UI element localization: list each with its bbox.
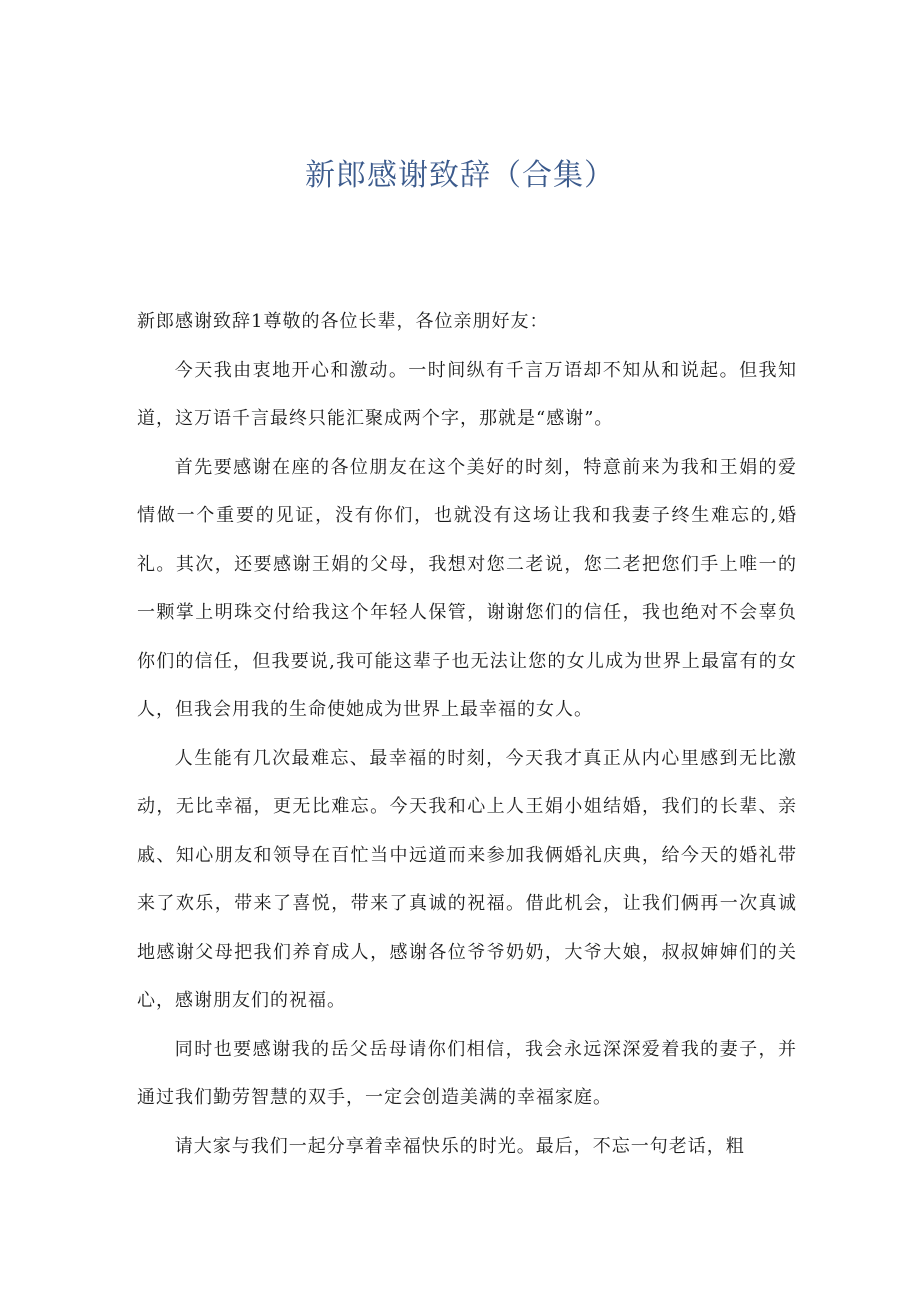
paragraph-1: 今天我由衷地开心和激动。一时间纵有千言万语却不知从和说起。但我知道，这万语千言最终只能汇聚成两个字，那就是“感谢”。 <box>137 359 797 429</box>
paragraph-4: 同时也要感谢我的岳父岳母请你们相信，我会永远深深爱着我的妻子，并通过我们勤劳智慧的双手，一定会创造美满的幸福家庭。 <box>137 1038 797 1108</box>
paragraph-5: 请大家与我们一起分享着幸福快乐的时光。最后，不忘一句老话，粗 <box>174 1135 745 1157</box>
document-body <box>137 298 797 1171</box>
paragraph-greeting: 新郎感谢致辞1尊敬的各位长辈，各位亲朋好友： <box>137 311 549 332</box>
paragraph-3: 人生能有几次最难忘、最幸福的时刻，今天我才真正从内心里感到无比激动，无比幸福，更无比难忘。今天我和心上人王娟小姐结婚，我们的长辈、亲戚、知心朋友和领导在百忙当中远道而来参加我俩婚礼庆典，给今天的婚礼带来了欢乐，带来了喜悦，带来了真诚的祝福。借此机会，让我们俩再一次真诚地感谢父母把我们养育成人，感谢各位爷爷奶奶，大爷大娘，叔叔婶婶们的关心，感谢朋友们的祝福。 <box>137 747 797 1011</box>
paragraph-2: 首先要感谢在座的各位朋友在这个美好的时刻，特意前来为我和王娟的爱情做一个重要的见证，没有你们，也就没有这场让我和我妻子终生难忘的,婚礼。其次，还要感谢王娟的父母，我想对您二老说，您二老把您们手上唯一的一颗掌上明珠交付给我这个年轻人保管，谢谢您们的信任，我也绝对不会辜负你们的信任，但我要说,我可能这辈子也无法让您的女儿成为世界上最富有的女人，但我会用我的生命使她成为世界上最幸福的女人。 <box>137 456 797 720</box>
document-title: 新郎感谢致辞（合集） <box>305 158 615 193</box>
